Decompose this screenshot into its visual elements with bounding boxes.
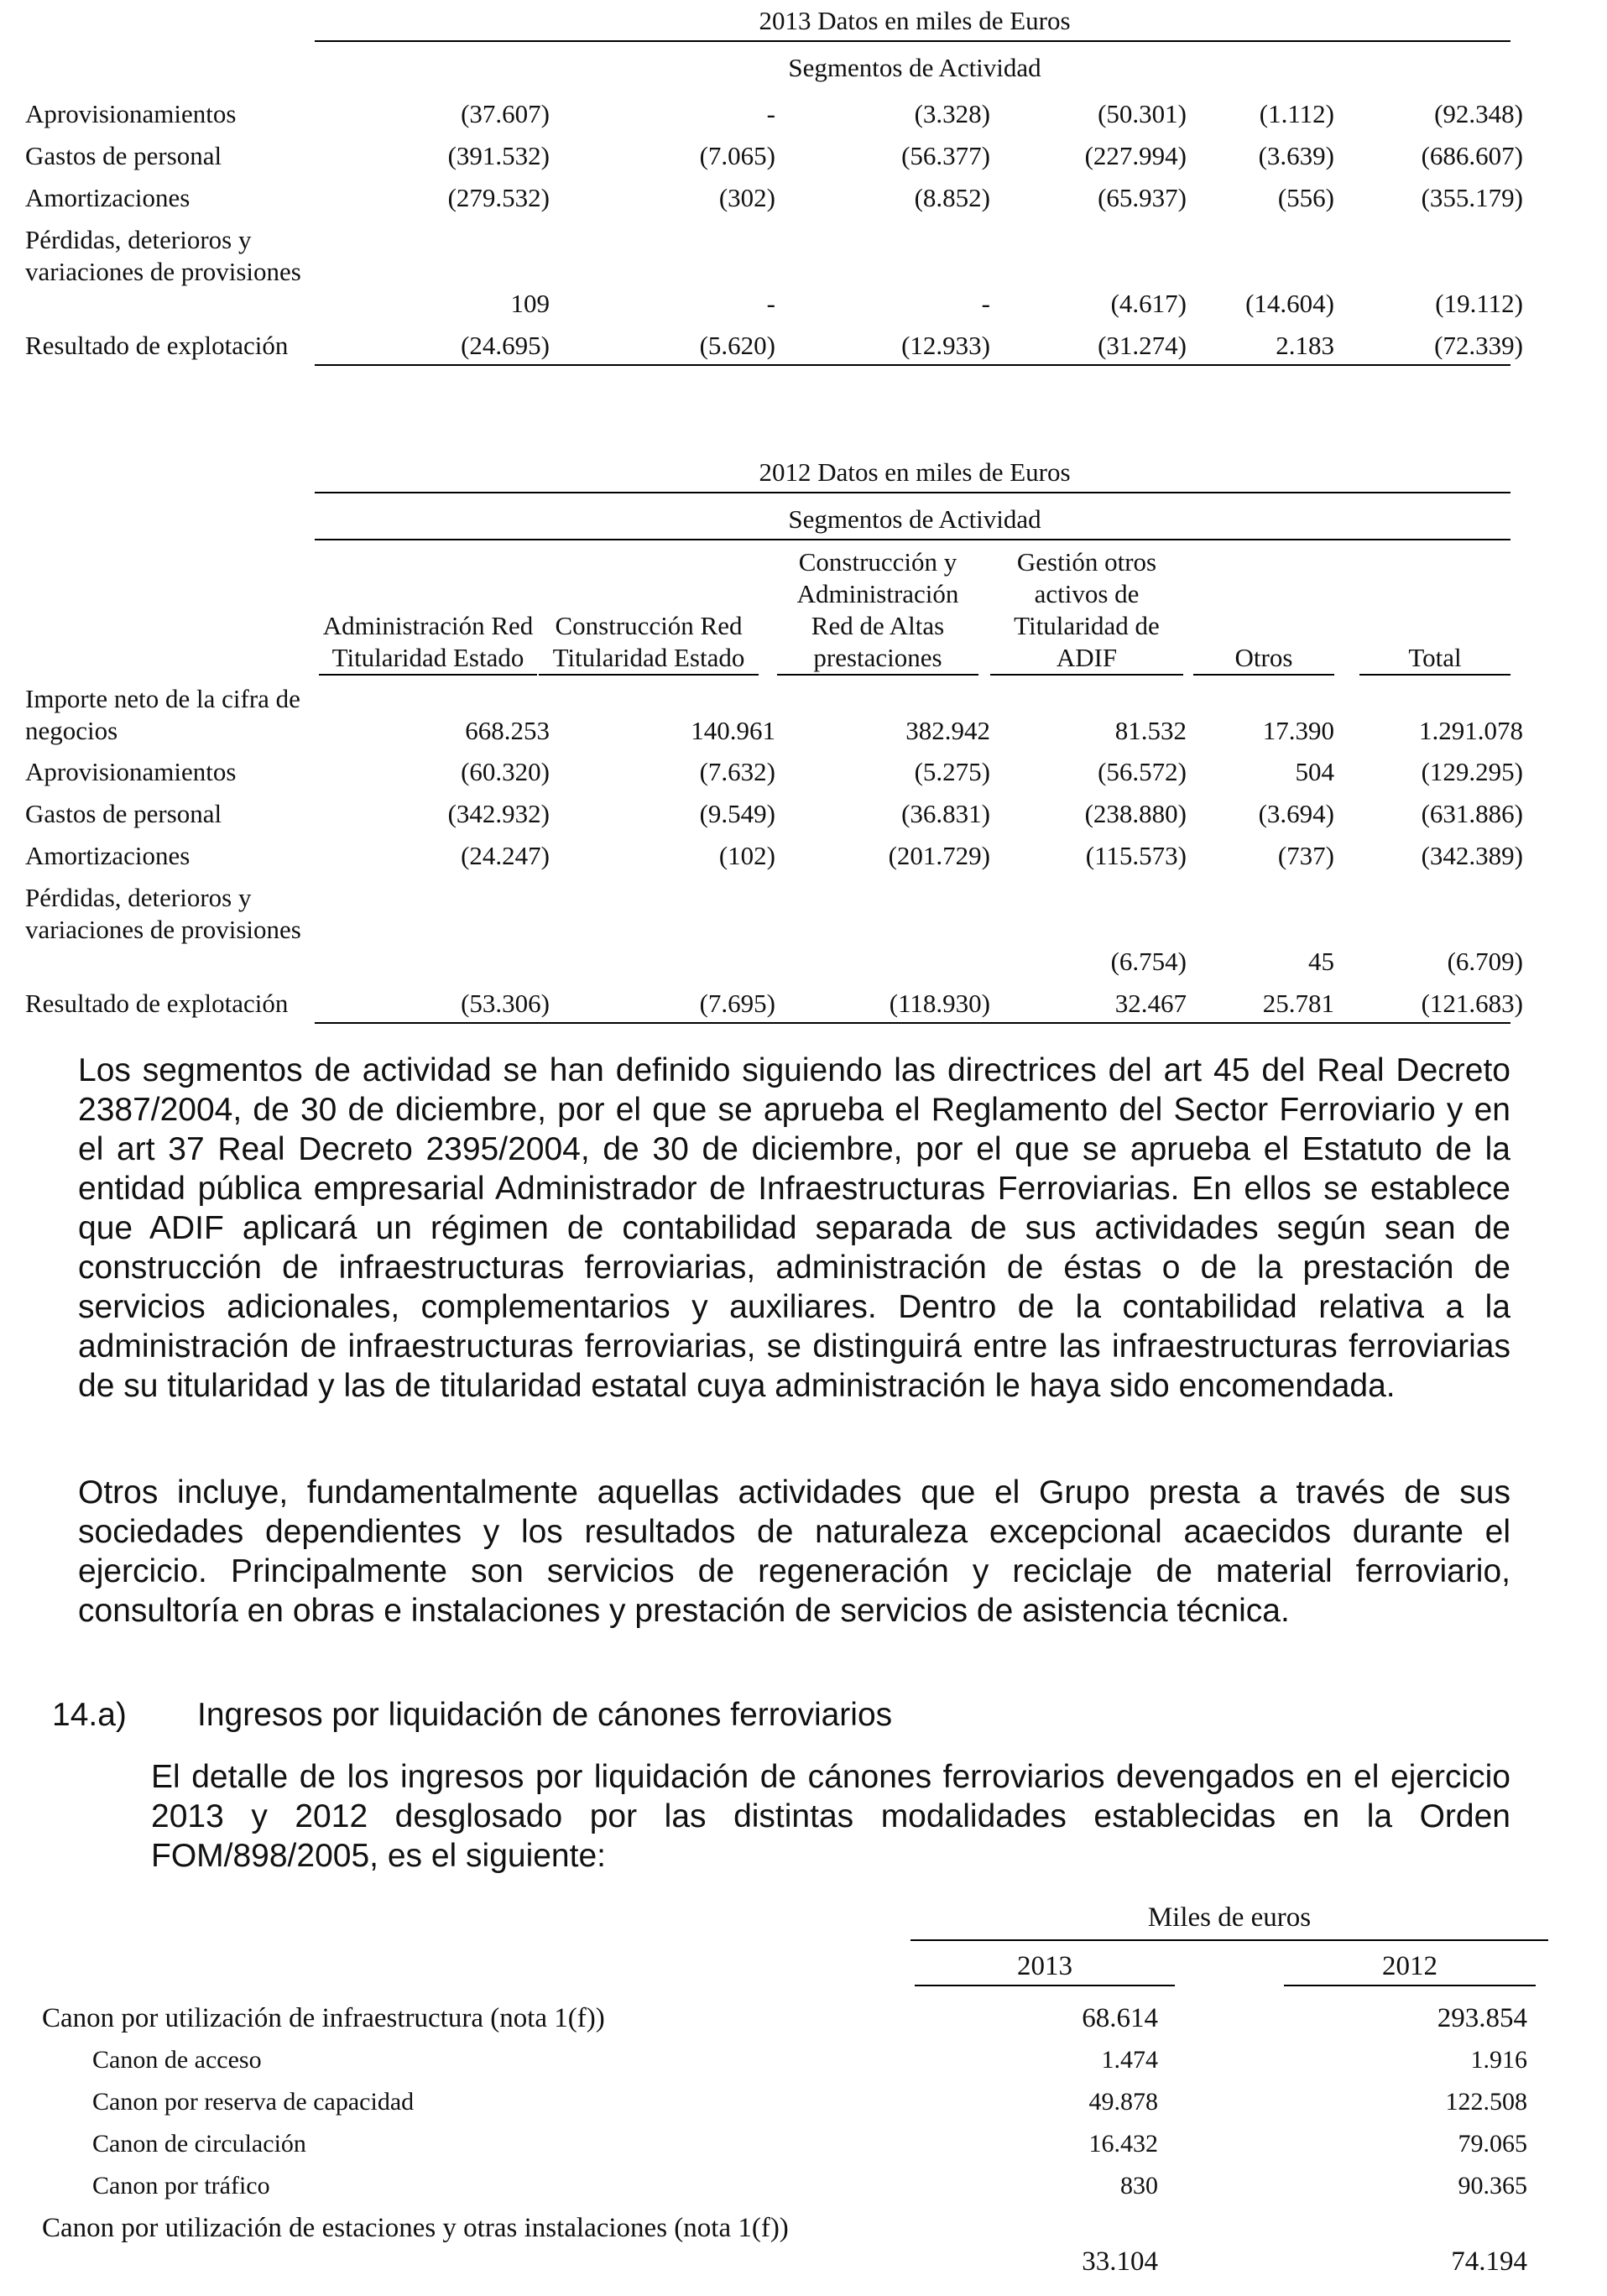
row-label: Gastos de personal [25, 799, 222, 828]
table-cell: (7.065) [699, 141, 775, 170]
table-cell: 32.467 [1114, 989, 1187, 1018]
table-cell: (631.886) [1421, 799, 1523, 828]
row-label: Pérdidas, deterioros y variaciones de provisiones [25, 225, 301, 286]
row-label: Amortizaciones [25, 183, 190, 212]
column-header-2013: 2013 [915, 1949, 1175, 1986]
row-label: Pérdidas, deterioros y variaciones de provisiones [25, 883, 301, 944]
table-cell: 504 [1295, 757, 1334, 786]
table-cell: (5.275) [914, 757, 990, 786]
column-header: Gestión otros activos de Titularidad de ADIF [990, 546, 1183, 676]
value-2013: 16.432 [1088, 2130, 1158, 2158]
table-cell: (12.933) [901, 331, 990, 360]
table-cell: (31.274) [1098, 331, 1187, 360]
table-cell: (72.339) [1434, 331, 1523, 360]
value-2013: 1.474 [1101, 2046, 1158, 2074]
row-label: Aprovisionamientos [25, 757, 237, 786]
column-header: Construcción Red Titularidad Estado [539, 610, 759, 676]
table-cell: (7.695) [699, 989, 775, 1018]
divider [910, 1939, 1548, 1941]
paragraph-segments-definition: Los segmentos de actividad se han definido siguiendo las directrices del art 45 del Real Decreto 2387/2004, de 30 de diciembre, por el que se aprueba el Reglamento del Sector Ferroviario y en el art 37 Real Decreto 2395/2004, de 30 de diciembre, por el que se aprueba el Estatuto de la entidad pública empresarial Administrador de Infraestructuras Ferroviarias. En ellos se establece que ADIF aplicará un régimen de contabilidad separada de sus actividades según sean de construcción de infraestructuras ferroviarias, administración de éstas o de la prestación de servicios adicionales, complementarios y auxiliares. Dentro de la contabilidad relativa a la administración de infraestructuras ferroviarias, se distinguirá entre las infraestructuras ferroviarias de su titularidad y las de titularidad estatal cuya administración le haya sido encomendada. [78, 1052, 1510, 1404]
table-cell: 1.291.078 [1419, 716, 1523, 745]
table-cell: 140.961 [691, 716, 775, 745]
column-headers [25, 548, 1510, 676]
divider [315, 40, 1510, 42]
table-cell: 45 [1308, 947, 1334, 976]
row-label: Canon por utilización de infraestructura (nota 1(f)) [42, 2003, 605, 2033]
row-label: Canon de circulación [92, 2130, 306, 2158]
row-label: Importe neto de la cifra de negocios [25, 684, 300, 745]
value-2012: 79.065 [1458, 2130, 1527, 2158]
row-label: Aprovisionamientos [25, 99, 237, 128]
table-cell: (9.549) [699, 799, 775, 828]
table-cell: (227.994) [1084, 141, 1187, 170]
table-cell: (355.179) [1421, 183, 1523, 212]
table-2013-year-header: 2013 Datos en miles de Euros [759, 6, 1071, 35]
table-cell: (50.301) [1098, 99, 1187, 128]
divider [315, 539, 1510, 540]
column-header: Construcción y Administración Red de Altas prestaciones [777, 546, 978, 676]
table-row [25, 224, 1523, 320]
segment-table-2013 [25, 0, 1523, 369]
table-row [25, 683, 1523, 747]
table-2013-segment-header: Segmentos de Actividad [788, 53, 1041, 82]
value-2013: 68.614 [1082, 2003, 1158, 2033]
table-cell: 668.253 [465, 716, 550, 745]
table-cell: (14.604) [1245, 289, 1334, 318]
value-2012: 1.916 [1470, 2046, 1527, 2074]
table-cell: (3.694) [1258, 799, 1334, 828]
section-intro: El detalle de los ingresos por liquidación de cánones ferroviarios devengados en el ejercicio 2013 y 2012 desglosado por las distintas modalidades establecidas en la Orden FOM/898/2005, es el siguiente: [151, 1759, 1510, 1874]
table-cell: - [766, 99, 775, 128]
row-label: Resultado de explotación [25, 331, 289, 360]
column-header-2012: 2012 [1284, 1949, 1536, 1986]
table-row [42, 2211, 1552, 2287]
table-cell: (238.880) [1084, 799, 1187, 828]
section-title: Ingresos por liquidación de cánones ferroviarios [197, 1697, 893, 1733]
table-cell: (56.572) [1098, 757, 1187, 786]
table-cell: (19.112) [1435, 289, 1523, 318]
row-label: Canon de acceso [92, 2046, 262, 2074]
paragraph-otros: Otros incluye, fundamentalmente aquellas actividades que el Grupo presta a través de sus sociedades dependientes y los resultados de naturaleza excepcional acaecidos durante el ejercicio. Principalmente son servicios de regeneración y reciclaje de material ferroviario, consultoría en obras e instalaciones y prestación de servicios de asistencia técnica. [78, 1474, 1510, 1629]
table-cell: (556) [1277, 183, 1334, 212]
table-cell: (92.348) [1434, 99, 1523, 128]
table-cell: - [981, 289, 990, 318]
row-label: Canon por tráfico [92, 2172, 270, 2199]
table-cell: (65.937) [1098, 183, 1187, 212]
column-header: Administración Red Titularidad Estado [319, 610, 537, 676]
table-cell: (24.695) [461, 331, 550, 360]
value-2012: 74.194 [1451, 2246, 1527, 2277]
table-cell: (279.532) [447, 183, 550, 212]
table-cell: (5.620) [699, 331, 775, 360]
value-2012: 90.365 [1458, 2172, 1527, 2199]
table-cell: (201.729) [888, 841, 990, 870]
value-2013: 49.878 [1088, 2088, 1158, 2116]
table-2012-year-header: 2012 Datos en miles de Euros [759, 457, 1071, 487]
row-label: Canon por reserva de capacidad [92, 2088, 415, 2116]
table-cell: (391.532) [447, 141, 550, 170]
table-cell: (1.112) [1259, 99, 1334, 128]
table-cell: (118.930) [889, 989, 990, 1018]
table-cell: (3.639) [1258, 141, 1334, 170]
table-cell: - [766, 289, 775, 318]
table-cell: (686.607) [1421, 141, 1523, 170]
table-cell: (342.389) [1421, 841, 1523, 870]
table-cell: (36.831) [901, 799, 990, 828]
table-cell: (129.295) [1421, 757, 1523, 786]
table-cell: (56.377) [901, 141, 990, 170]
table-cell: (342.932) [447, 799, 550, 828]
table-cell: (24.247) [461, 841, 550, 870]
row-label: Canon por utilización de estaciones y otras instalaciones (nota 1(f)) [42, 2213, 789, 2243]
row-label: Resultado de explotación [25, 989, 289, 1018]
unit-header: Miles de euros [1147, 1902, 1312, 1933]
row-label: Amortizaciones [25, 841, 190, 870]
table-cell: (53.306) [461, 989, 550, 1018]
table-2012-segment-header: Segmentos de Actividad [788, 504, 1041, 534]
row-label: Gastos de personal [25, 141, 222, 170]
table-cell: 25.781 [1262, 989, 1334, 1018]
value-2013: 33.104 [1082, 2246, 1158, 2277]
value-2012: 122.508 [1445, 2088, 1527, 2116]
column-header: Total [1359, 642, 1510, 676]
section-number: 14.a) [52, 1697, 127, 1733]
value-2013: 830 [1120, 2172, 1158, 2199]
table-cell: (102) [718, 841, 775, 870]
table-cell: (37.607) [461, 99, 550, 128]
table-cell: (3.328) [914, 99, 990, 128]
table-row [25, 882, 1523, 978]
table-cell: (4.617) [1110, 289, 1187, 318]
table-cell: (302) [718, 183, 775, 212]
table-cell: 17.390 [1262, 716, 1334, 745]
table-cell: (60.320) [461, 757, 550, 786]
table-cell: (737) [1277, 841, 1334, 870]
value-2012: 293.854 [1437, 2003, 1527, 2033]
divider [315, 364, 1510, 366]
table-cell: (8.852) [914, 183, 990, 212]
segment-table-2012 [25, 451, 1523, 1031]
table-cell: 109 [510, 289, 550, 318]
divider [315, 492, 1510, 493]
table-cell: (6.709) [1447, 947, 1523, 976]
divider [315, 1022, 1510, 1024]
table-cell: 2.183 [1276, 331, 1334, 360]
table-cell: (6.754) [1110, 947, 1187, 976]
table-cell: (121.683) [1421, 989, 1523, 1018]
table-cell: (7.632) [699, 757, 775, 786]
table-cell: 382.942 [905, 716, 990, 745]
table-cell: 81.532 [1114, 716, 1187, 745]
table-cell: (115.573) [1085, 841, 1187, 870]
column-header: Otros [1193, 642, 1334, 676]
